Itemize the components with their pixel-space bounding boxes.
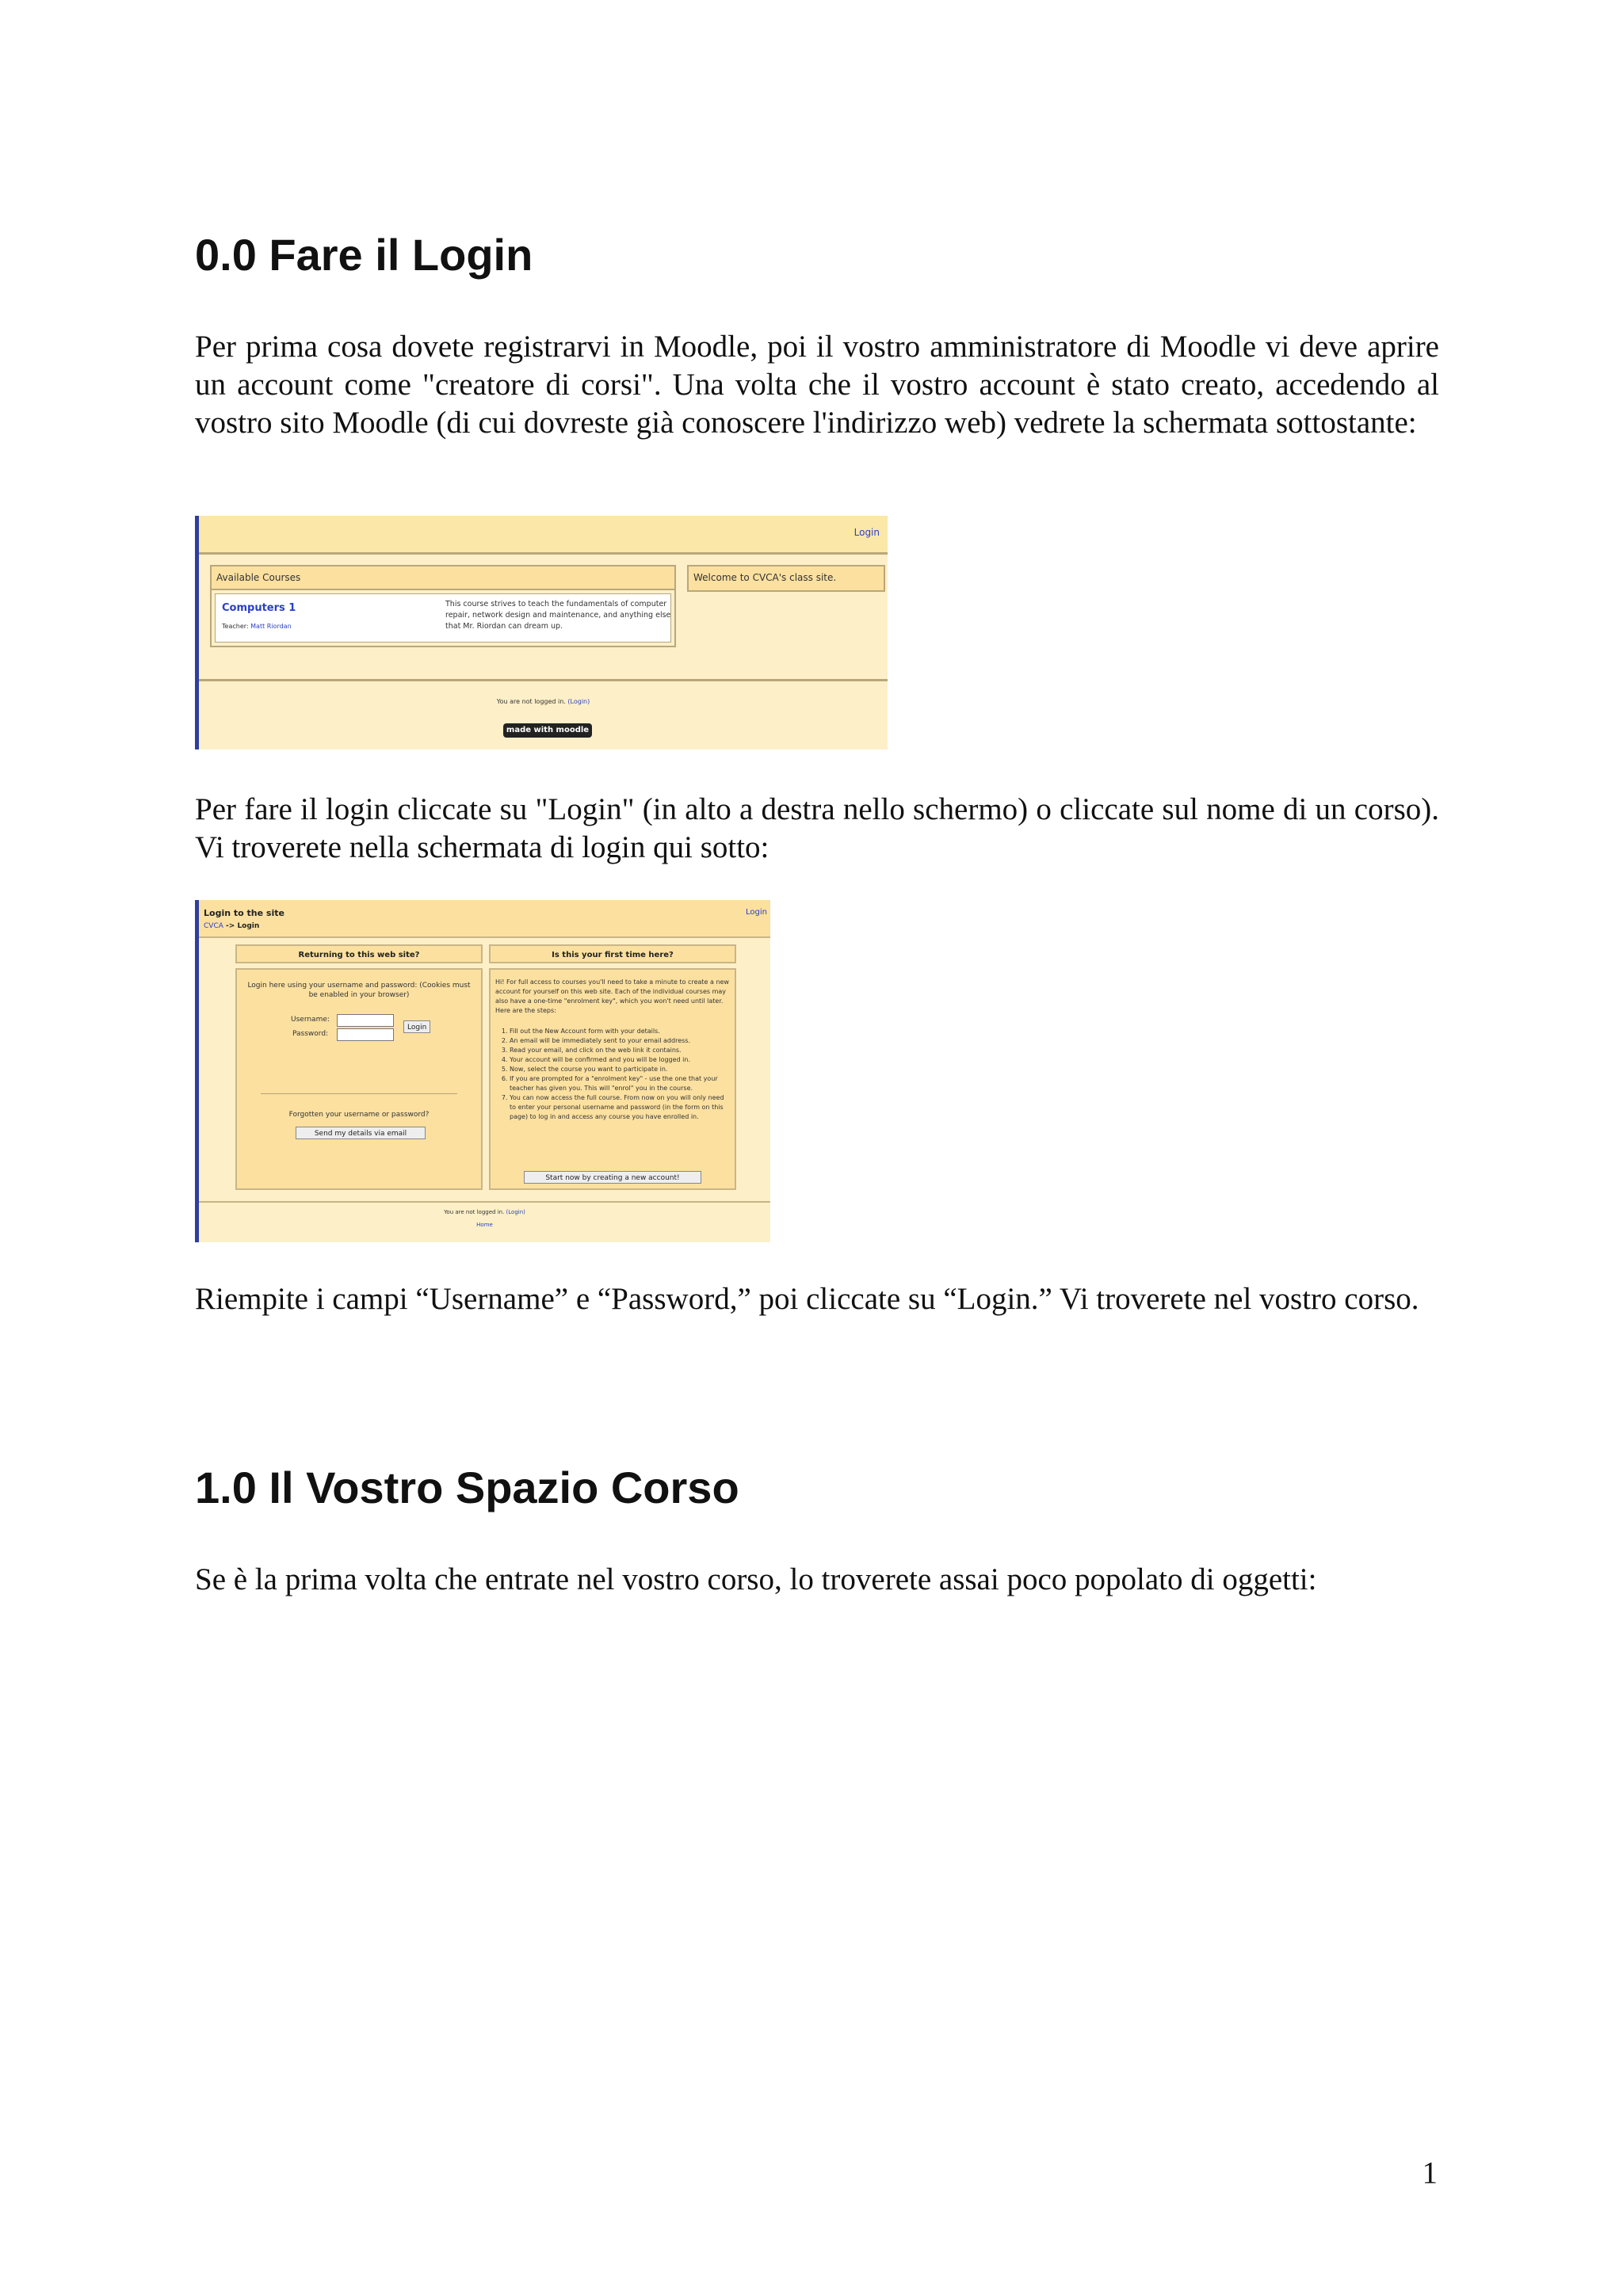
login-status: You are not logged in. (Login) — [444, 1209, 525, 1215]
course-list — [215, 593, 671, 643]
step-item: 1. Fill out the New Account form with your details. — [510, 1027, 730, 1036]
moodle-logo: made with moodle — [503, 723, 592, 738]
course-teacher: Teacher: Matt Riordan — [222, 623, 292, 630]
returning-panel — [235, 968, 483, 1190]
section-title-login: 0.0 Fare il Login — [195, 230, 533, 280]
section-title-course-space: 1.0 Il Vostro Spazio Corso — [195, 1463, 739, 1512]
screenshot-header — [199, 516, 888, 555]
login-button: Login — [403, 1020, 430, 1033]
login-link: Login — [854, 527, 880, 538]
first-time-panel — [489, 968, 736, 1190]
moodle-front-page-screenshot — [195, 516, 888, 749]
returning-heading: Returning to this web site? — [235, 944, 483, 963]
first-time-heading: Is this your first time here? — [489, 944, 736, 963]
step-item: 5. Now, select the course you want to participate in. — [510, 1065, 730, 1074]
password-label: Password: — [292, 1030, 329, 1038]
step-item: 3. Read your email, and click on the web link it contains. — [510, 1046, 730, 1055]
username-label: Username: — [291, 1016, 330, 1024]
login-status: You are not logged in. (Login) — [496, 698, 590, 705]
login-link: Login — [746, 908, 767, 917]
password-field — [337, 1028, 394, 1041]
welcome-text: Welcome to CVCA's class site. — [693, 572, 837, 583]
breadcrumb: CVCA -> Login — [204, 922, 260, 930]
moodle-login-page-screenshot — [195, 900, 770, 1242]
step-item: 6. If you are prompted for a "enrolment key" - use the one that your teacher has given you. This will "enrol" you in the course. — [510, 1074, 730, 1093]
divider — [199, 679, 888, 681]
create-account-button: Start now by creating a new account! — [524, 1171, 701, 1184]
course-link: Computers 1 — [222, 602, 296, 614]
step-item: 7. You can now access the full course. From now on you will only need to enter your personal username and password (in the form on this page) to log in and access any course you have enrolled in. — [510, 1093, 730, 1122]
login-instructions-paragraph: Per fare il login cliccate su "Login" (in alto a destra nello schermo) o cliccate sul nome di un corso). Vi troverete nella schermata di login qui sotto: — [195, 792, 1439, 864]
send-details-button: Send my details via email — [296, 1127, 426, 1139]
panel-divider — [261, 1093, 457, 1094]
login-page-header — [199, 900, 770, 938]
course-description: This course strives to teach the fundamentals of computer repair, network design and maintenance, and anything else that Mr. Riordan can dream up. — [445, 600, 671, 631]
signup-help-text: Hi! For full access to courses you'll need to take a minute to create a new account for yourself on this web site. Each of the individual courses may also have a one-time "enrolment key", which you won't need until later. Here are the steps: — [495, 978, 729, 1014]
forgot-password-text: Forgotten your username or password? — [288, 1111, 430, 1119]
available-courses-block — [210, 565, 676, 647]
course-space-paragraph: Se è la prima volta che entrate nel vostro corso, lo troverete assai poco popolato di oggetti: — [195, 1562, 1317, 1596]
intro-paragraph: Per prima cosa dovete registrarvi in Moodle, poi il vostro amministratore di Moodle vi deve aprire un account come "creatore di corsi". Una volta che il vostro account è stato creato, accedendo al vostro sito Moodle (di cui dovreste già conoscere l'indirizzo web) vedrete la schermata sottostante: — [195, 330, 1439, 440]
welcome-block — [687, 565, 885, 592]
step-item: 4. Your account will be confirmed and you will be logged in. — [510, 1055, 730, 1065]
footer-divider — [199, 1201, 770, 1203]
login-help-text: Login here using your username and password: (Cookies must be enabled in your browser) — [247, 982, 471, 999]
signup-steps — [495, 1027, 730, 1122]
home-link: Home — [476, 1222, 493, 1228]
page-number: 1 — [1422, 2156, 1438, 2190]
available-courses-heading: Available Courses — [212, 566, 674, 590]
username-field — [337, 1014, 394, 1027]
step-item: 2. An email will be immediately sent to your email address. — [510, 1036, 730, 1046]
login-page-title: Login to the site — [204, 908, 285, 918]
fill-fields-paragraph: Riempite i campi “Username” e “Password,” poi cliccate su “Login.” Vi troverete nel vostro corso. — [195, 1282, 1419, 1316]
